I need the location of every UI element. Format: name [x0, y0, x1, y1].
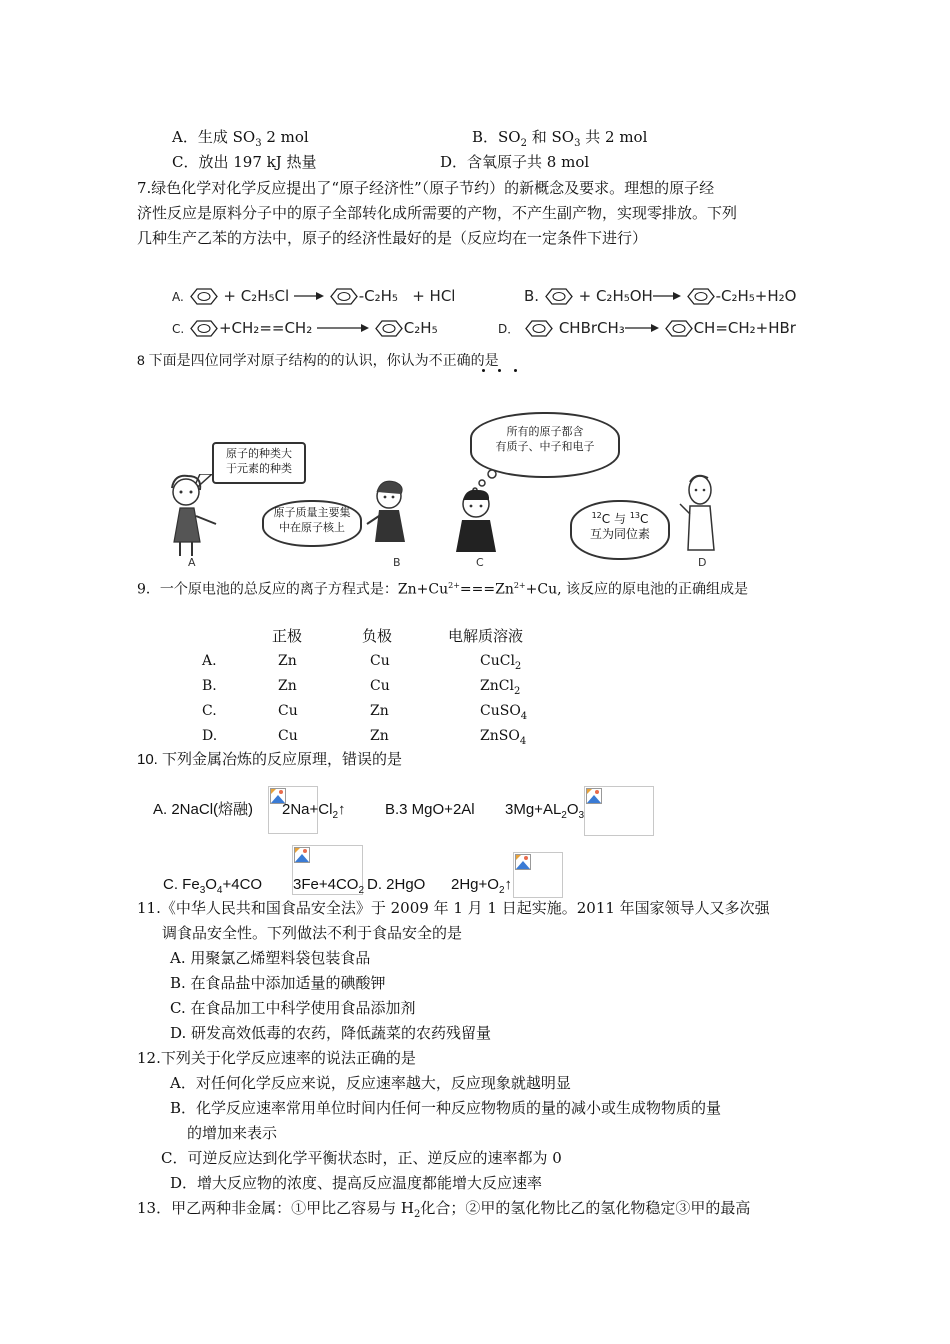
figure-label-a: A	[188, 556, 196, 569]
q7-reaction-c: C. +CH₂==CH₂ C₂H₅	[172, 319, 438, 337]
reaction-arrow-icon	[294, 291, 324, 301]
q9-row-option: C.	[202, 703, 217, 719]
q9-row-positive: Zn	[278, 678, 297, 694]
q7-reaction-b: B. + C₂H₅OH -C₂H₅+H₂O	[524, 287, 797, 305]
figure-label-b: B	[393, 556, 401, 569]
reaction-arrow-icon	[625, 323, 659, 333]
broken-image-icon	[513, 852, 563, 898]
q12-option-d: D．增大反应物的浓度、提高反应温度都能增大反应速率	[170, 1174, 543, 1192]
q11-option-c: C. 在食品加工中科学使用食品添加剂	[170, 999, 416, 1017]
q12-option-b-line1: B．化学反应速率常用单位时间内任何一种反应物物质的量的减小或生成物物质的量	[170, 1099, 722, 1117]
benzene-ring-icon	[374, 320, 404, 337]
benzene-ring-icon	[544, 288, 574, 305]
q9-row-solution: CuSO$_4$	[480, 703, 528, 722]
reaction-arrow-icon	[317, 323, 369, 333]
q10-option-c-left: C. $Fe_3O_4+4CO$	[163, 876, 263, 896]
bubble-b-line1: 原子质量主要集	[273, 506, 351, 519]
q10-option-b-right: $3Mg+AL_2O_3$	[505, 801, 585, 821]
q9-row-negative: Zn	[370, 703, 389, 719]
student-a-figure	[160, 472, 220, 557]
benzene-ring-icon	[524, 320, 554, 337]
benzene-ring-icon	[189, 288, 219, 305]
q7-reaction-d: D． CHBrCH₃ CH=CH₂+HBr	[498, 319, 796, 337]
q7-stem-line1: 7.绿色化学对化学反应提出了“原子经济性”（原子节约）的新概念及要求。理想的原子经	[137, 179, 715, 197]
figure-label-d: D	[698, 556, 707, 569]
q11-stem-line1: 11.《中华人民共和国食品安全法》于 2009 年 1 月 1 日起实施。2011 年国家领导人又多次强	[137, 899, 770, 917]
bubble-b-line2: 中在原子核上	[279, 521, 345, 534]
q11-option-a: A. 用聚氯乙烯塑料袋包装食品	[170, 949, 371, 967]
q7-reaction-a: A. + C₂H₅Cl -C₂H₅ + HCl	[172, 287, 456, 305]
q9-header-negative: 负极	[362, 627, 393, 645]
bubble-d-line1: $^{12}$C 与 $^{13}$C	[591, 511, 649, 526]
q7-stem-line3: 几种生产乙苯的方法中，原子的经济性最好的是（反应均在一定条件下进行）	[137, 229, 648, 247]
q11-stem-line2: 调食品安全性。下列做法不利于食品安全的是	[162, 924, 463, 942]
q10-option-b-left: B.3 MgO+2Al	[385, 801, 475, 818]
q8-stem: 8 下面是四位同学对原子结构的的认识，你认为不正确的是	[137, 352, 499, 368]
q10-option-d-left: D. 2HgO	[367, 876, 426, 893]
bubble-d-line2: 互为同位素	[589, 527, 650, 541]
figure-label-c: C	[476, 556, 484, 569]
broken-image-icon	[584, 786, 654, 836]
bubble-c-line1: 所有的原子都含	[506, 425, 584, 438]
q12-option-b-line2: 的增加来表示	[187, 1124, 278, 1142]
bubble-a-line2: 于元素的种类	[226, 462, 292, 475]
emphasis-dot	[482, 369, 485, 372]
q10-option-a-left: A. 2NaCl(熔融)	[153, 801, 254, 818]
q9-row-positive: Cu	[278, 703, 298, 719]
q11-option-b: B. 在食品盐中添加适量的碘酸钾	[170, 974, 386, 992]
student-c-figure	[452, 486, 502, 558]
q10-option-a-right: $2Na+Cl_2↑$	[282, 801, 346, 821]
q13-stem: 13．甲乙两种非金属：①甲比乙容易与 $H_2$化合；②甲的氢化物比乙的氢化物稳定③甲的最高	[137, 1199, 751, 1220]
q9-row-option: D.	[202, 728, 218, 744]
bubble-a-line1: 原子的种类大	[226, 447, 292, 460]
q12-option-c: C．可逆反应达到化学平衡状态时，正、逆反应的速率都为 0	[161, 1149, 562, 1167]
q9-row-solution: ZnCl$_2$	[480, 678, 521, 697]
q9-row-option: A.	[202, 653, 217, 669]
q9-row-solution: CuCl$_2$	[480, 653, 522, 672]
q7-stem-line2: 济性反应是原料分子中的原子全部转化成所需要的产物，不产生副产物，实现零排放。下列	[137, 204, 738, 222]
q9-row-positive: Cu	[278, 728, 298, 744]
q9-row-negative: Cu	[370, 653, 390, 669]
q9-row-negative: Zn	[370, 728, 389, 744]
q6-option-c: C．放出 197 kJ 热量	[172, 153, 317, 171]
emphasis-dot	[514, 369, 517, 372]
q9-row-option: B.	[202, 678, 217, 694]
q10-option-c-right: $3Fe+4CO_2$	[293, 876, 365, 896]
q6-option-b: B．$SO_2$ 和 $SO_3$ 共 2 mol	[472, 128, 648, 149]
q12-option-a: A．对任何化学反应来说，反应速率越大，反应现象就越明显	[170, 1074, 571, 1092]
q9-row-negative: Cu	[370, 678, 390, 694]
student-b-figure	[365, 478, 415, 558]
speech-bubble-a	[212, 442, 306, 484]
student-d-figure	[678, 470, 724, 555]
q12-stem: 12.下列关于化学反应速率的说法正确的是	[137, 1049, 416, 1067]
thought-bubble-c	[470, 412, 620, 478]
q9-row-solution: ZnSO$_4$	[480, 728, 527, 747]
q9-header-positive: 正极	[272, 627, 303, 645]
benzene-ring-icon	[686, 288, 716, 305]
q10-option-d-right: $2Hg+O_2↑$	[451, 876, 513, 896]
speech-bubble-b	[262, 500, 362, 547]
q10-stem: 10. 下列金属冶炼的反应原理，错误的是	[137, 751, 403, 768]
q9-header-electrolyte: 电解质溶液	[448, 627, 524, 645]
bubble-c-line2: 有质子、中子和电子	[495, 440, 595, 453]
reaction-arrow-icon	[653, 291, 681, 301]
q9-row-positive: Zn	[278, 653, 297, 669]
q11-option-d: D. 研发高效低毒的农药，降低蔬菜的农药残留量	[170, 1024, 492, 1042]
speech-bubble-d	[570, 500, 670, 560]
q6-option-a: A．生成 $SO_3$ 2 mol	[172, 128, 309, 149]
emphasis-dot	[498, 369, 501, 372]
benzene-ring-icon	[329, 288, 359, 305]
benzene-ring-icon	[664, 320, 694, 337]
q9-stem: 9．一个原电池的总反应的离子方程式是：$Zn+Cu^{2+}===Zn^{2+}+Cu$, 该反应的原电池的正确组成是	[137, 581, 748, 598]
q6-option-d: D．含氧原子共 8 mol	[440, 153, 590, 171]
benzene-ring-icon	[189, 320, 219, 337]
